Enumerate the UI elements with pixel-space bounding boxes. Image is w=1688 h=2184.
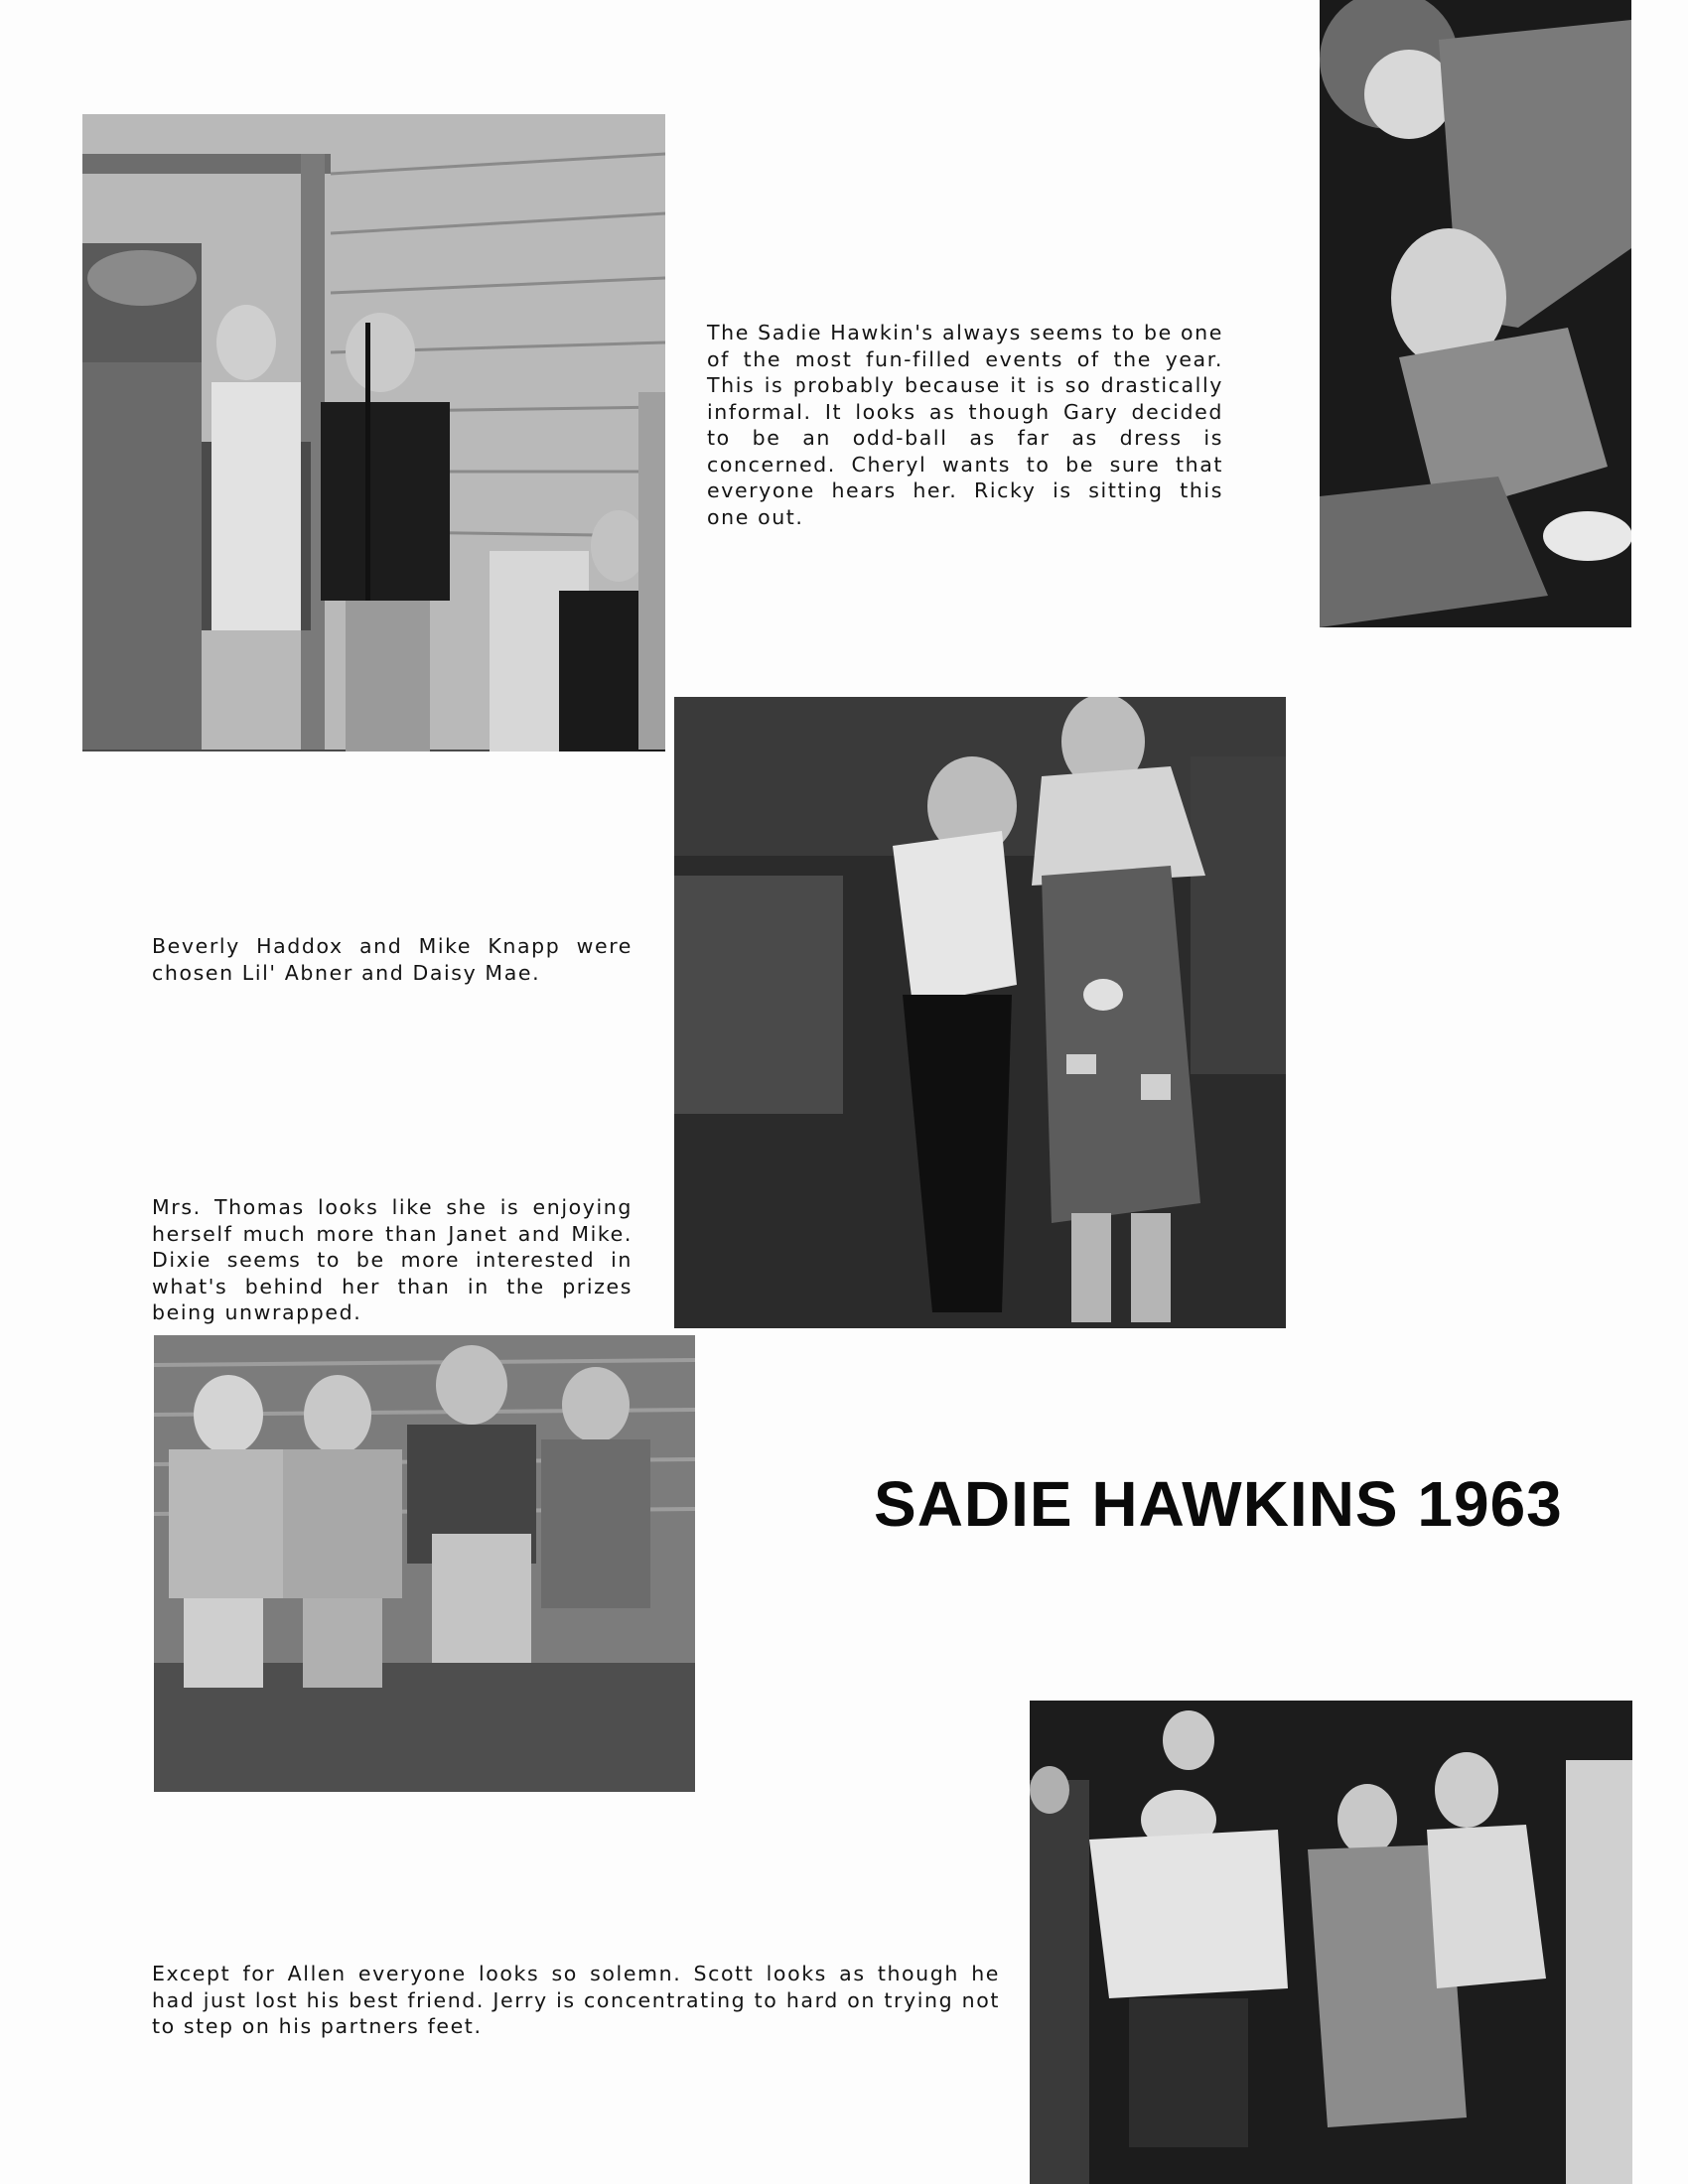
page-title: SADIE HAWKINS 1963 xyxy=(874,1468,1563,1540)
caption-dancing: Except for Allen everyone looks so solemn. Scott looks as though he had just lost his best friend. Jerry is concentrating to hard on trying not to step on his partners feet. xyxy=(152,1962,1000,2038)
photo-couple-piggyback xyxy=(1320,0,1631,627)
photo-stage-microphone-image xyxy=(82,114,665,751)
caption-mrs-thomas: Mrs. Thomas looks like she is enjoying herself much more than Janet and Mike. Dixie seems to be more interested in what's behind her than in the prizes being unwrapped. xyxy=(152,1195,633,1324)
photo-dancing-crowd xyxy=(1030,1701,1632,2184)
photo-seated-onlookers xyxy=(154,1335,695,1792)
photo-couple-piggyback-image xyxy=(1320,0,1631,627)
photo-seated-onlookers-image xyxy=(154,1335,695,1792)
photo-lil-abner-daisy-mae-image xyxy=(674,697,1286,1328)
caption-opening: The Sadie Hawkin's always seems to be one of the most fun-filled events of the year. This is probably because it is so drastically informal. It looks as though Gary decided to be an odd-ball as far as dress is concerned. Cheryl wants to be sure that everyone hears her. Ricky is sitting this one out. xyxy=(707,321,1223,529)
photo-dancing-crowd-image xyxy=(1030,1701,1632,2184)
photo-stage-microphone xyxy=(82,114,665,751)
caption-lil-abner: Beverly Haddox and Mike Knapp were chosen Lil' Abner and Daisy Mae. xyxy=(152,934,633,985)
photo-lil-abner-daisy-mae xyxy=(674,697,1286,1328)
